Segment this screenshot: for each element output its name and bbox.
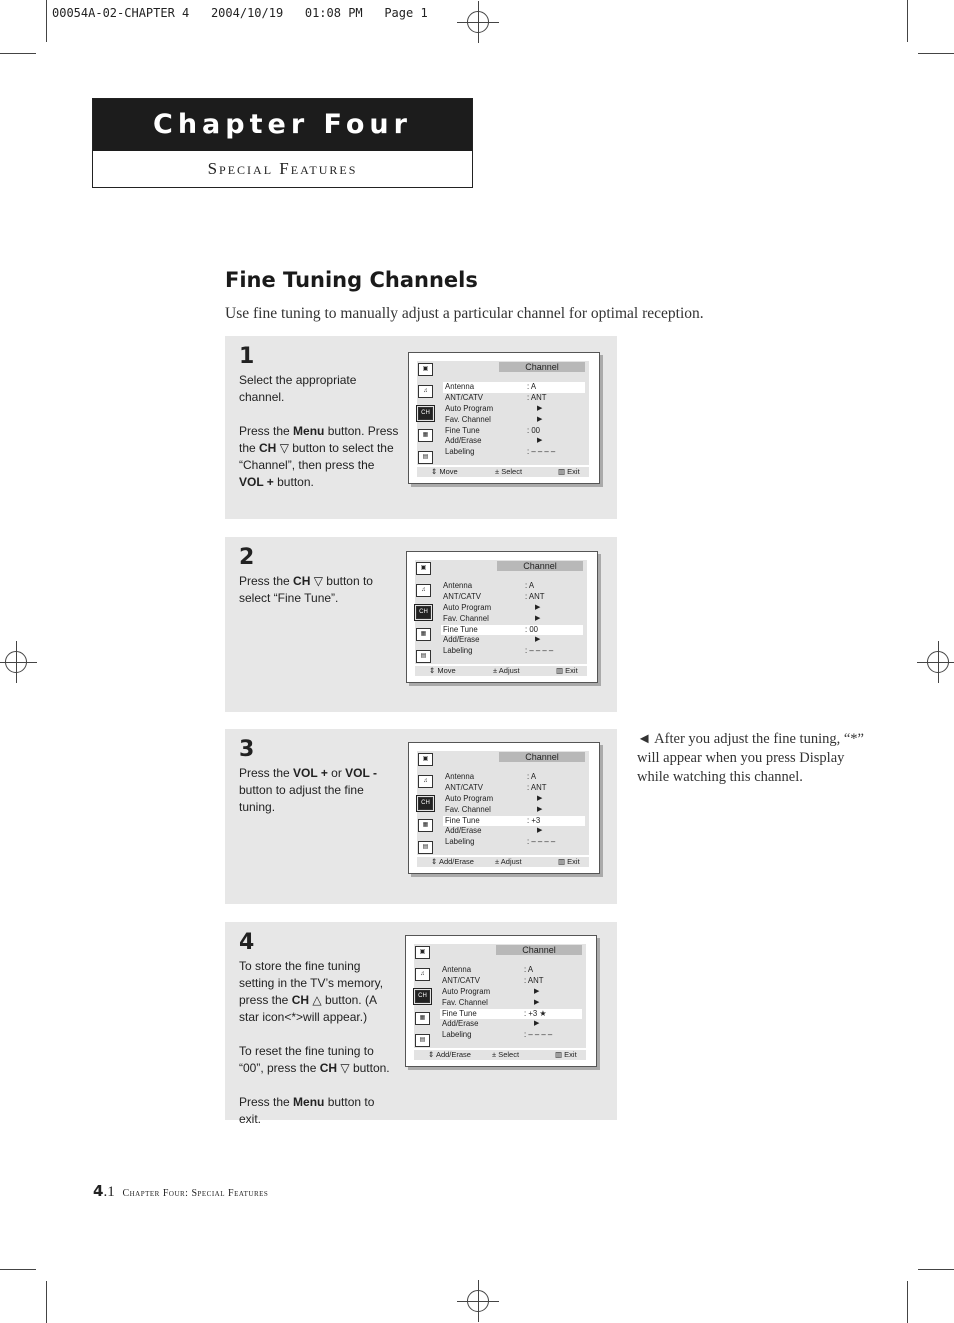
crop-mark — [0, 1269, 36, 1270]
sound-icon: ♫ — [415, 968, 430, 981]
osd-footer-hint: ⇕ Add/Erase — [428, 1050, 471, 1059]
setup-icon: ▦ — [418, 819, 433, 832]
osd-icon-column — [418, 363, 436, 473]
crop-mark — [0, 53, 36, 54]
osd-row-label: Antenna — [445, 382, 475, 391]
setup-icon: ▦ — [416, 628, 431, 641]
osd-menu-row — [443, 393, 585, 404]
osd-menu-row — [441, 592, 583, 603]
osd-footer-hint: ⇕ Move — [431, 467, 458, 476]
button-name: CH — [291, 993, 310, 1007]
input-icon: ▤ — [418, 451, 433, 464]
osd-menu-row — [441, 646, 583, 657]
button-name: VOL + — [239, 475, 274, 489]
osd-menu — [417, 361, 589, 465]
instruction-paragraph: Press the Menu button. Press the CH ▽ button to select the “Channel”, then press the VOL + button. — [239, 424, 399, 489]
osd-screen — [408, 352, 600, 484]
osd-footer-hint: ± Adjust — [495, 857, 522, 866]
crop-mark — [907, 0, 908, 42]
step-number: 4 — [239, 930, 255, 955]
print-header: 00054A-02-CHAPTER 4 2004/10/19 01:08 PM Page 1 — [52, 6, 428, 20]
osd-header: Channel — [496, 945, 582, 955]
osd-row-label: Labeling — [443, 646, 473, 656]
section-title: Fine Tuning Channels — [225, 268, 478, 292]
osd-row-label: ANT/CATV — [445, 392, 483, 402]
osd-row-label: Add/Erase — [445, 436, 482, 446]
sound-icon: ♫ — [416, 584, 431, 597]
osd-menu-list — [440, 965, 582, 1041]
osd-footer-hint: ± Select — [495, 467, 523, 476]
instruction-paragraph: Press the VOL + or VOL - button to adjust the fine tuning. — [239, 766, 377, 814]
osd-menu-row — [443, 826, 585, 837]
button-name: Menu — [293, 1095, 325, 1109]
osd-row-label: Labeling — [445, 837, 475, 847]
osd-row-value: ▶ — [537, 404, 543, 412]
chapter-subtitle: Special Features — [207, 159, 358, 178]
osd-menu — [417, 751, 589, 855]
osd-menu-row — [440, 1019, 582, 1030]
channel-icon: CH — [418, 407, 433, 420]
step-4-panel — [225, 922, 617, 1126]
osd-row-label: ANT/CATV — [443, 591, 481, 601]
osd-row-label: Auto Program — [442, 986, 491, 996]
osd-screen — [406, 551, 598, 683]
osd-row-label: Antenna — [443, 581, 473, 590]
step-text — [239, 372, 399, 491]
channel-icon: CH — [416, 606, 431, 619]
paragraph-gap — [239, 1026, 399, 1043]
osd-row-value: ▶ — [537, 437, 543, 445]
step-number: 1 — [239, 344, 255, 369]
osd-icon-column — [415, 946, 433, 1056]
osd-row-label: Fav. Channel — [443, 613, 489, 623]
osd-row-value: : A — [527, 382, 537, 391]
button-name: CH — [259, 441, 277, 455]
input-icon: ▤ — [418, 841, 433, 854]
crop-mark — [46, 0, 47, 42]
osd-row-label: Fine Tune — [442, 1008, 477, 1018]
input-icon: ▤ — [416, 650, 431, 663]
osd-menu-row — [443, 783, 585, 794]
instruction-paragraph: To reset the fine tuning to “00”, press the CH ▽ button. — [239, 1044, 390, 1075]
step-2-panel — [225, 537, 617, 712]
osd-row-value: ▶ — [535, 636, 541, 644]
osd-row-value: : ANT — [525, 591, 545, 601]
osd-row-value: : – – – – — [524, 1030, 553, 1040]
setup-icon: ▦ — [415, 1012, 430, 1025]
osd-row-value: : A — [527, 772, 537, 781]
tv-picture-icon: ▣ — [416, 562, 431, 575]
osd-row-value: : – – – – — [527, 837, 556, 847]
osd-header: Channel — [499, 362, 585, 372]
instruction-paragraph: Select the appropriate channel. — [239, 373, 357, 404]
input-icon: ▤ — [415, 1034, 430, 1047]
osd-row-label: Antenna — [445, 772, 475, 781]
osd-header: Channel — [497, 561, 583, 571]
chapter-title: Chapter Four — [93, 99, 472, 151]
osd-row-value: ▶ — [535, 603, 541, 611]
osd-header: Channel — [499, 752, 585, 762]
tv-picture-icon: ▣ — [418, 363, 433, 376]
osd-menu-row — [441, 614, 583, 625]
step-number: 3 — [239, 737, 255, 762]
osd-footer-hint: ⇕ Move — [429, 666, 456, 675]
osd-row-label: Fine Tune — [445, 425, 480, 435]
button-name: Menu — [293, 424, 325, 438]
registration-mark-icon — [467, 11, 489, 33]
osd-row-value: ▶ — [537, 805, 543, 813]
crop-mark — [46, 1281, 47, 1323]
step-number: 2 — [239, 545, 255, 570]
chapter-header — [92, 98, 473, 188]
osd-row-label: Auto Program — [445, 403, 494, 413]
osd-screen — [408, 742, 600, 874]
osd-row-value: ▶ — [534, 998, 540, 1006]
osd-footer — [414, 1050, 586, 1060]
osd-row-label: Labeling — [445, 447, 475, 457]
registration-mark-icon — [5, 651, 27, 673]
page-footer — [93, 1182, 268, 1201]
osd-row-value: : 00 — [527, 425, 541, 435]
button-name: CH — [319, 1061, 338, 1075]
page-number: 4 — [93, 1182, 104, 1200]
osd-footer — [415, 666, 587, 676]
registration-mark-icon — [927, 651, 949, 673]
osd-menu-row — [440, 1009, 582, 1020]
osd-row-label: Fav. Channel — [442, 997, 488, 1007]
osd-footer-hint: ▥ Exit — [556, 666, 578, 675]
osd-row-value: : – – – – — [525, 646, 554, 656]
osd-row-label: Auto Program — [443, 602, 492, 612]
osd-menu-row — [441, 625, 583, 636]
step-3-panel — [225, 729, 617, 904]
footer-chapter-label: Chapter Four: Special Features — [122, 1188, 269, 1199]
osd-icon-column — [418, 753, 436, 863]
osd-menu-row — [440, 976, 582, 987]
osd-row-value: ▶ — [537, 794, 543, 802]
osd-menu-row — [440, 1030, 582, 1041]
osd-row-value: : +3 ★ — [524, 1008, 547, 1018]
crop-mark — [918, 53, 954, 54]
osd-row-label: ANT/CATV — [445, 782, 483, 792]
osd-menu-row — [443, 816, 585, 827]
osd-menu — [414, 944, 586, 1048]
osd-row-value: ▶ — [534, 1020, 540, 1028]
crop-mark — [918, 1269, 954, 1270]
osd-footer-hint: ± Adjust — [493, 666, 520, 675]
osd-menu-list — [441, 581, 583, 657]
osd-row-value: ▶ — [534, 987, 540, 995]
osd-footer-hint: ± Select — [492, 1050, 520, 1059]
osd-row-value: : 00 — [525, 624, 539, 634]
osd-row-label: Fav. Channel — [445, 804, 491, 814]
registration-mark-icon — [467, 1290, 489, 1312]
osd-footer-hint: ▥ Exit — [558, 857, 580, 866]
osd-menu-row — [441, 603, 583, 614]
osd-row-value: : – – – – — [527, 447, 556, 457]
osd-row-label: Fine Tune — [443, 624, 478, 634]
osd-menu-row — [443, 794, 585, 805]
osd-menu-row — [443, 404, 585, 415]
osd-row-value: : ANT — [524, 975, 544, 985]
osd-row-label: Add/Erase — [442, 1019, 479, 1029]
osd-menu-row — [443, 805, 585, 816]
sound-icon: ♫ — [418, 775, 433, 788]
osd-row-value: : ANT — [527, 392, 547, 402]
osd-row-value: ▶ — [537, 415, 543, 423]
osd-menu-row — [440, 998, 582, 1009]
page-number-sub: .1 — [103, 1184, 115, 1200]
tv-picture-icon: ▣ — [415, 946, 430, 959]
osd-row-value: : A — [524, 965, 534, 974]
osd-row-label: Add/Erase — [443, 635, 480, 645]
osd-menu-row — [440, 965, 582, 976]
step-text — [239, 958, 399, 1128]
crop-mark — [907, 1281, 908, 1323]
osd-row-value: : +3 — [527, 815, 541, 825]
button-name: CH — [293, 574, 311, 588]
osd-icon-column — [416, 562, 434, 672]
osd-row-value: ▶ — [537, 827, 543, 835]
osd-menu-row — [443, 426, 585, 437]
channel-icon: CH — [418, 797, 433, 810]
button-name: VOL + — [293, 766, 328, 780]
osd-footer-hint: ▥ Exit — [555, 1050, 577, 1059]
osd-menu-row — [443, 415, 585, 426]
osd-menu-row — [441, 581, 583, 592]
button-name: VOL - — [345, 766, 377, 780]
osd-row-value: : ANT — [527, 782, 547, 792]
osd-menu-row — [443, 837, 585, 848]
osd-row-label: Add/Erase — [445, 826, 482, 836]
setup-icon: ▦ — [418, 429, 433, 442]
osd-row-value: : A — [525, 581, 535, 590]
channel-icon: CH — [415, 990, 430, 1003]
osd-row-label: Fine Tune — [445, 815, 480, 825]
step-text — [239, 765, 399, 816]
osd-menu-row — [443, 382, 585, 393]
osd-screen — [405, 935, 597, 1067]
osd-footer-hint: ⇕ Add/Erase — [431, 857, 474, 866]
paragraph-gap — [239, 406, 399, 423]
osd-menu-row — [443, 447, 585, 458]
osd-row-label: Labeling — [442, 1030, 472, 1040]
osd-menu-list — [443, 382, 585, 458]
osd-footer — [417, 467, 589, 477]
osd-menu — [415, 560, 587, 664]
osd-menu-row — [440, 987, 582, 998]
osd-menu-list — [443, 772, 585, 848]
osd-footer — [417, 857, 589, 867]
osd-menu-row — [443, 436, 585, 447]
osd-row-label: Auto Program — [445, 793, 494, 803]
instruction-paragraph: Press the CH ▽ button to select “Fine Tune”. — [239, 574, 373, 605]
step-text — [239, 573, 399, 607]
osd-menu-row — [443, 772, 585, 783]
paragraph-gap — [239, 1077, 399, 1094]
instruction-paragraph: Press the Menu button to exit. — [239, 1095, 375, 1126]
osd-menu-row — [441, 635, 583, 646]
osd-footer-hint: ▥ Exit — [558, 467, 580, 476]
osd-row-label: ANT/CATV — [442, 975, 480, 985]
tv-picture-icon: ▣ — [418, 753, 433, 766]
osd-row-label: Antenna — [442, 965, 472, 974]
osd-row-label: Fav. Channel — [445, 414, 491, 424]
side-note: ◄ After you adjust the fine tuning, “*” will appear when you press Display while watching this channel. — [637, 731, 864, 785]
section-intro: Use fine tuning to manually adjust a particular channel for optimal reception. — [225, 305, 704, 322]
osd-row-value: ▶ — [535, 614, 541, 622]
instruction-paragraph: To store the fine tuning setting in the TV’s memory, press the CH △ button. (A star icon<*>will appear.) — [239, 959, 384, 1024]
sound-icon: ♫ — [418, 385, 433, 398]
step-1-panel — [225, 336, 617, 519]
